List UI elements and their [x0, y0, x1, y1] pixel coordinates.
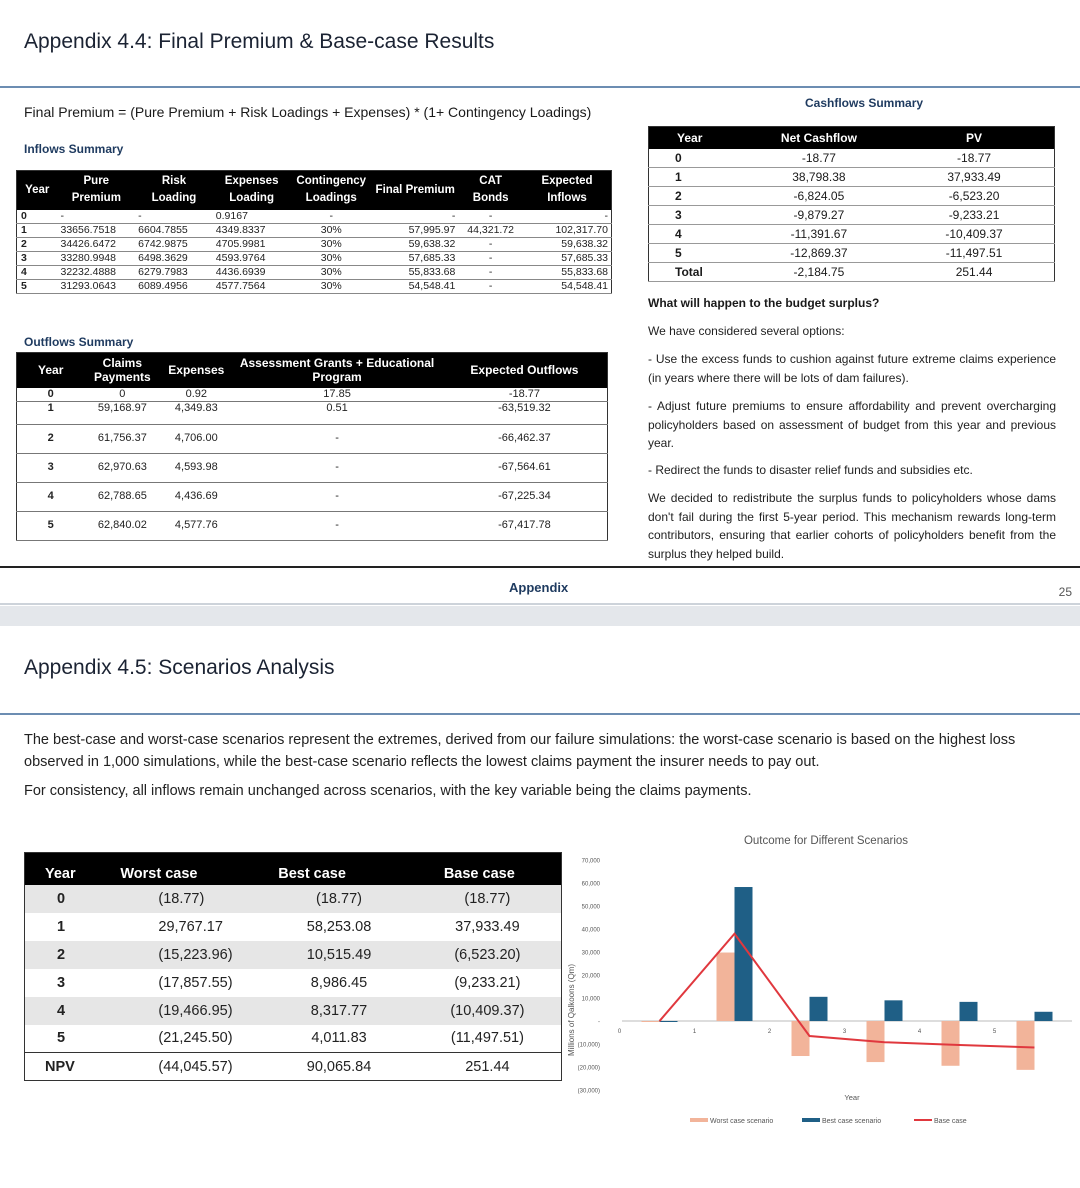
scenarios-cell: 8,986.45 — [310, 974, 368, 991]
scenarios-cell: 90,065.84 — [264, 1053, 414, 1081]
inflows-cell: 6604.7855 — [135, 223, 213, 237]
inflows-cell: 0 — [17, 210, 58, 224]
chart-y-tick-label: (20,000) — [577, 1065, 600, 1072]
cashflows-cell: -11,391.67 — [744, 225, 894, 244]
inflows-cell: 30% — [290, 279, 372, 293]
outflows-cell: -63,519.32 — [442, 401, 608, 424]
chart-y-tick-label: 30,000 — [581, 950, 600, 957]
option-1: - Use the excess funds to cushion against future extreme claims experience (in years where there will be lots of dam failures). — [648, 352, 1056, 385]
inflows-cell: 6279.7983 — [135, 265, 213, 279]
chart-x-axis-label: Year — [844, 1093, 860, 1102]
inflows-summary-label: Inflows Summary — [24, 142, 124, 156]
cashflows-row — [649, 168, 1055, 187]
cashflows-cell: -18.77 — [894, 149, 1054, 168]
scenarios-cell: (6,523.20) — [414, 941, 562, 969]
outflows-cell: - — [232, 424, 442, 453]
legend-label: Worst case scenario — [710, 1118, 774, 1125]
page-number: 25 — [1058, 585, 1072, 599]
inflows-cell: 44,321.72 — [458, 223, 523, 237]
chart-bar-best — [810, 997, 828, 1021]
inflows-cell: 33656.7518 — [57, 223, 135, 237]
outflows-cell: 62,970.63 — [84, 453, 160, 482]
chart-y-tick-label: 70,000 — [581, 858, 600, 865]
inflows-body — [17, 210, 612, 294]
page2-title: Appendix 4.5: Scenarios Analysis — [24, 656, 335, 679]
outflows-row — [17, 453, 608, 482]
outflows-cell: -67,564.61 — [442, 453, 608, 482]
inflows-header-cat-bonds: CAT Bonds — [458, 171, 523, 210]
inflows-cell: 4349.8337 — [213, 223, 291, 237]
cashflows-cell: -11,497.51 — [894, 244, 1054, 263]
cashflows-cell: Total — [649, 263, 744, 282]
cashflows-cell: 37,933.49 — [894, 168, 1054, 187]
scenarios-cell: (18.77) — [110, 885, 264, 913]
inflows-header-pure-premium: Pure Premium — [57, 171, 135, 210]
cashflows-cell: -12,869.37 — [744, 244, 894, 263]
scenarios-cell: 5 — [57, 1030, 66, 1047]
scenarios-cell: (19,466.95) — [110, 997, 264, 1025]
legend-label: Best case scenario — [822, 1118, 882, 1125]
inflows-cell: 4 — [17, 265, 58, 279]
scenario-consistency-note: For consistency, all inflows remain unchanged across scenarios, with the key variable being the claims payments. — [24, 783, 752, 799]
scenarios-cell: (21,245.50) — [158, 1030, 233, 1047]
cashflows-row — [649, 149, 1055, 168]
inflows-cell: 34426.6472 — [57, 237, 135, 251]
outflows-cell: -66,462.37 — [442, 424, 608, 453]
cashflows-table — [648, 126, 1055, 282]
outflows-cell: 0 — [84, 388, 160, 402]
inflows-cell: - — [135, 210, 213, 224]
inflows-cell: 30% — [290, 251, 372, 265]
inflows-cell: - — [372, 210, 458, 224]
chart-x-tick-label: 1 — [692, 1029, 697, 1035]
chart-y-tick-label: - — [598, 1019, 600, 1026]
scenarios-cell: (10,409.37) — [414, 997, 562, 1025]
cashflows-body — [649, 149, 1055, 282]
inflows-header-year: Year — [17, 171, 58, 210]
chart-bar-best — [1035, 1012, 1053, 1021]
inflows-cell: 57,995.97 — [372, 223, 458, 237]
inflows-row — [17, 210, 612, 224]
outflows-cell: 62,788.65 — [84, 482, 160, 511]
inflows-header-expected-inflows: Expected Inflows — [523, 171, 611, 210]
chart-x-tick-label: 5 — [992, 1029, 997, 1035]
inflows-cell: 3 — [17, 251, 58, 265]
inflows-cell: 4436.6939 — [213, 265, 291, 279]
cashflows-row — [649, 225, 1055, 244]
cashflows-cell: -2,184.75 — [744, 263, 894, 282]
cashflows-cell: 2 — [649, 187, 744, 206]
scenarios-table — [24, 852, 562, 1081]
inflows-cell: - — [458, 279, 523, 293]
scenarios-row — [25, 941, 562, 969]
outflows-row — [17, 388, 608, 402]
inflows-header-risk-loading: Risk Loading — [135, 171, 213, 210]
cashflows-row — [649, 244, 1055, 263]
chart-bar-worst — [942, 1021, 960, 1066]
inflows-cell: 6742.9875 — [135, 237, 213, 251]
scenarios-cell: 10,515.49 — [264, 941, 414, 969]
outflows-header-grants: Assessment Grants + Educational Program — [232, 353, 442, 388]
outflows-cell: -67,417.78 — [442, 511, 608, 540]
inflows-cell: 0.9167 — [213, 210, 291, 224]
cashflows-header-net-cashflow: Net Cashflow — [744, 127, 894, 149]
cashflows-cell: -9,233.21 — [894, 206, 1054, 225]
chart-x-tick-label: 0 — [617, 1029, 622, 1035]
scenarios-row — [25, 1025, 562, 1053]
chart-bar-worst — [642, 1021, 660, 1022]
scenarios-header-row — [25, 853, 562, 885]
outflows-cell: 2 — [17, 424, 85, 453]
legend-swatch — [690, 1118, 708, 1122]
cashflows-cell: -6,523.20 — [894, 187, 1054, 206]
chart-y-tick-label: (30,000) — [577, 1088, 600, 1095]
inflows-cell: - — [458, 265, 523, 279]
outflows-cell: 62,840.02 — [84, 511, 160, 540]
scenarios-header-best: Best case — [264, 853, 414, 885]
chart-bar-best — [960, 1002, 978, 1021]
inflows-row — [17, 265, 612, 279]
chart-y-tick-label: 50,000 — [581, 904, 600, 911]
cashflows-cell: 3 — [649, 206, 744, 225]
scenarios-cell: (18.77) — [264, 885, 414, 913]
inflows-row — [17, 251, 612, 265]
scenarios-cell: 2 — [25, 941, 111, 969]
footer-divider — [0, 566, 1080, 568]
inflows-cell: 30% — [290, 265, 372, 279]
chart-title: Outcome for Different Scenarios — [743, 835, 909, 847]
outflows-cell: 5 — [17, 511, 85, 540]
outflows-cell: 4,706.00 — [160, 424, 232, 453]
inflows-cell: - — [458, 210, 523, 224]
cashflows-row — [649, 263, 1055, 282]
inflows-cell: 6089.4956 — [135, 279, 213, 293]
inflows-cell: 54,548.41 — [372, 279, 458, 293]
footer-appendix-label: Appendix — [509, 580, 569, 595]
scenarios-cell: 3 — [57, 974, 66, 991]
chart-y-tick-label: 20,000 — [581, 973, 600, 980]
chart-x-tick-label: 2 — [767, 1029, 772, 1035]
scenarios-cell: NPV — [25, 1053, 111, 1081]
scenarios-cell: 251.44 — [414, 1053, 562, 1081]
inflows-header-final-premium: Final Premium — [372, 171, 458, 210]
scenario-description: The best-case and worst-case scenarios represent the extremes, derived from our failure simulations: the worst-case scenario is based on the highest loss observed in 1,000 simulations, while the best-case scenario reflects the lowest claims payment the insurer needs to pay out. — [24, 732, 1016, 770]
outflows-cell: 4 — [17, 482, 85, 511]
scenarios-row — [25, 885, 562, 913]
inflows-cell: 5 — [17, 279, 58, 293]
inflows-header-expenses-loading: Expenses Loading — [213, 171, 291, 210]
scenarios-cell: (18.77) — [414, 885, 562, 913]
scenarios-row — [25, 997, 562, 1025]
inflows-cell: 6498.3629 — [135, 251, 213, 265]
chart-y-tick-label: 10,000 — [581, 996, 600, 1003]
inflows-row — [17, 279, 612, 293]
scenarios-cell: 4 — [25, 997, 111, 1025]
scenarios-cell: (15,223.96) — [110, 941, 264, 969]
inflows-table — [16, 170, 612, 294]
inflows-cell: - — [57, 210, 135, 224]
outflows-cell: 0 — [17, 388, 85, 402]
outflows-row — [17, 424, 608, 453]
outflows-row — [17, 511, 608, 540]
inflows-cell: - — [523, 210, 611, 224]
chart-bar-best — [885, 1000, 903, 1021]
scenario-chart — [560, 826, 1080, 1136]
chart-marks — [578, 859, 1072, 1095]
cashflows-summary-label: Cashflows Summary — [805, 96, 924, 110]
cashflows-cell: -10,409.37 — [894, 225, 1054, 244]
inflows-cell: 32232.4888 — [57, 265, 135, 279]
scenarios-cell: 1 — [57, 918, 66, 935]
chart-bar-worst — [792, 1021, 810, 1056]
inflows-cell: 102,317.70 — [523, 223, 611, 237]
outflows-summary-label: Outflows Summary — [24, 335, 134, 349]
outflows-table — [16, 352, 608, 541]
inflows-cell: 4705.9981 — [213, 237, 291, 251]
scenarios-cell: (17,857.55) — [158, 974, 233, 991]
chart-y-axis-label: Millions of Qalkoons (Qm) — [567, 963, 576, 1057]
scenarios-cell: 29,767.17 — [158, 918, 223, 935]
scenarios-header-year: Year — [25, 853, 111, 885]
cashflows-cell: -18.77 — [744, 149, 894, 168]
outflows-cell: 1 — [17, 401, 85, 424]
inflows-cell: - — [458, 251, 523, 265]
inflows-header-contingency-loadings: Contingency Loadings — [290, 171, 372, 210]
outflows-cell: 17.85 — [232, 388, 442, 402]
cashflows-cell: 38,798.38 — [744, 168, 894, 187]
scenarios-row — [25, 913, 562, 941]
inflows-cell: 57,685.33 — [523, 251, 611, 265]
chart-x-tick-label: 4 — [917, 1029, 922, 1035]
scenarios-body — [25, 885, 562, 1081]
outflows-cell: 0.51 — [232, 401, 442, 424]
inflows-cell: - — [290, 210, 372, 224]
legend-label: Base case — [934, 1118, 967, 1125]
scenarios-cell: 4,011.83 — [311, 1030, 367, 1047]
outflows-header-claims-payments: Claims Payments — [84, 353, 160, 388]
outflows-header-expected-outflows: Expected Outflows — [442, 353, 608, 388]
scenario-chart-svg — [560, 826, 1080, 1136]
outflows-cell: 4,349.83 — [160, 401, 232, 424]
title-divider — [0, 86, 1080, 88]
outflows-header-row — [17, 353, 608, 388]
page-bottom-rule — [0, 603, 1080, 605]
inflows-cell: 54,548.41 — [523, 279, 611, 293]
outflows-cell: 4,593.98 — [160, 453, 232, 482]
scenarios-cell: (44,045.57) — [110, 1053, 264, 1081]
page-gap — [0, 606, 1080, 626]
scenarios-cell: 0 — [25, 885, 111, 913]
inflows-cell: 33280.9948 — [57, 251, 135, 265]
page-title: Appendix 4.4: Final Premium & Base-case Results — [24, 30, 495, 53]
inflows-cell: - — [458, 237, 523, 251]
inflows-cell: 31293.0643 — [57, 279, 135, 293]
chart-bar-worst — [717, 953, 735, 1021]
inflows-row — [17, 223, 612, 237]
chart-x-tick-label: 3 — [842, 1029, 847, 1035]
cashflows-row — [649, 187, 1055, 206]
inflows-cell: 4577.7564 — [213, 279, 291, 293]
decision-paragraph: We decided to redistribute the surplus funds to policyholders whose dams don't fail during the first 5-year period. This mechanism rewards long-term contributors, ensuring that earlier cohorts of policyholders benefit from the surplus they helped build. — [648, 491, 1056, 561]
cashflows-header-row — [649, 127, 1055, 149]
scenarios-cell: (11,497.51) — [450, 1030, 524, 1047]
inflows-header-row — [17, 171, 612, 210]
premium-formula: Final Premium = (Pure Premium + Risk Loadings + Expenses) * (1+ Contingency Loadings) — [24, 104, 592, 120]
cashflows-cell: 4 — [649, 225, 744, 244]
outflows-header-expenses: Expenses — [160, 353, 232, 388]
scenarios-row — [25, 969, 562, 997]
cashflows-cell: 5 — [649, 244, 744, 263]
cashflows-cell: 1 — [649, 168, 744, 187]
inflows-cell: 55,833.68 — [523, 265, 611, 279]
option-3: - Redirect the funds to disaster relief funds and subsidies etc. — [648, 463, 973, 477]
outflows-cell: 0.92 — [160, 388, 232, 402]
chart-y-tick-label: (10,000) — [577, 1042, 600, 1049]
inflows-cell: 4593.9764 — [213, 251, 291, 265]
cashflows-header-pv: PV — [894, 127, 1054, 149]
outflows-cell: - — [232, 511, 442, 540]
inflows-row — [17, 237, 612, 251]
outflows-cell: - — [232, 482, 442, 511]
chart-y-tick-label: 60,000 — [581, 881, 600, 888]
legend-swatch — [802, 1118, 820, 1122]
option-2: - Adjust future premiums to ensure affordability and prevent overcharging policyholders based on assessment of budget from this year and previous year. — [648, 399, 1056, 450]
inflows-cell: 55,833.68 — [372, 265, 458, 279]
scenarios-header-base: Base case — [414, 853, 562, 885]
cashflows-cell: 251.44 — [894, 263, 1054, 282]
cashflows-header-year: Year — [649, 127, 744, 149]
scenarios-row — [25, 1053, 562, 1081]
cashflows-cell: 0 — [649, 149, 744, 168]
chart-bar-worst — [1017, 1021, 1035, 1070]
inflows-cell: 59,638.32 — [372, 237, 458, 251]
page2-title-divider — [0, 713, 1080, 715]
inflows-cell: 30% — [290, 223, 372, 237]
scenarios-header-worst: Worst case — [110, 853, 264, 885]
inflows-cell: 2 — [17, 237, 58, 251]
outflows-cell: 61,756.37 — [84, 424, 160, 453]
cashflows-cell: -6,824.05 — [744, 187, 894, 206]
budget-surplus-question: What will happen to the budget surplus? — [648, 296, 880, 310]
outflows-header-year: Year — [17, 353, 85, 388]
outflows-cell: 4,436.69 — [160, 482, 232, 511]
inflows-cell: 30% — [290, 237, 372, 251]
outflows-body — [17, 388, 608, 541]
scenarios-cell: 37,933.49 — [455, 918, 520, 935]
inflows-cell: 59,638.32 — [523, 237, 611, 251]
outflows-cell: 4,577.76 — [160, 511, 232, 540]
outflows-cell: 3 — [17, 453, 85, 482]
options-intro: We have considered several options: — [648, 324, 845, 338]
outflows-cell: -18.77 — [442, 388, 608, 402]
scenarios-cell: 58,253.08 — [306, 918, 372, 935]
inflows-cell: 1 — [17, 223, 58, 237]
cashflows-cell: -9,879.27 — [744, 206, 894, 225]
chart-line-base-case — [660, 934, 1035, 1048]
outflows-cell: - — [232, 453, 442, 482]
outflows-row — [17, 401, 608, 424]
outflows-row — [17, 482, 608, 511]
scenarios-cell: 8,317.77 — [264, 997, 414, 1025]
scenarios-cell: (9,233.21) — [454, 974, 521, 991]
chart-y-tick-label: 40,000 — [581, 927, 600, 934]
cashflows-row — [649, 206, 1055, 225]
outflows-cell: -67,225.34 — [442, 482, 608, 511]
chart-legend — [690, 1118, 967, 1125]
chart-bar-best — [660, 1021, 678, 1022]
outflows-cell: 59,168.97 — [84, 401, 160, 424]
inflows-cell: 57,685.33 — [372, 251, 458, 265]
